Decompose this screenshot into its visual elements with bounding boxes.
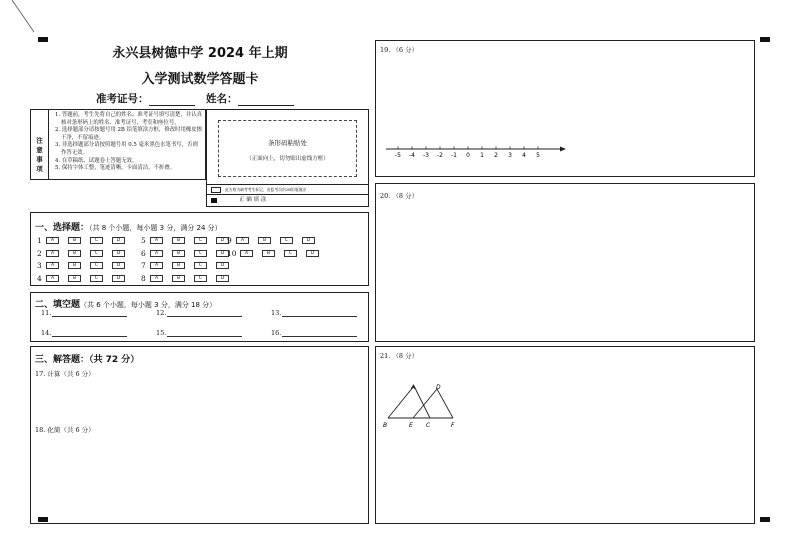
question-17-label: 17. 计算（共 6 分） bbox=[35, 370, 95, 378]
mc-question-number: 2 bbox=[37, 248, 42, 258]
mc-question-number: 4 bbox=[37, 273, 42, 283]
page-subtitle: 入学测试数学答题卡 bbox=[141, 72, 259, 87]
number-line-tick-label: 3 bbox=[508, 152, 512, 159]
mc-option-a[interactable]: A bbox=[46, 262, 59, 269]
mc-option-c[interactable]: C bbox=[194, 262, 207, 269]
notice-item: 4. 在草稿纸、试题卷上答题无效。 bbox=[55, 157, 138, 164]
mc-option-c[interactable]: C bbox=[90, 237, 103, 244]
mc-option-c[interactable]: C bbox=[194, 250, 207, 257]
mc-option-a[interactable]: A bbox=[150, 237, 163, 244]
question-20-label: 20. （8 分） bbox=[380, 192, 419, 200]
question-21-box bbox=[375, 346, 755, 524]
number-line-arrow bbox=[560, 147, 566, 152]
mc-question-number: 1 bbox=[37, 236, 42, 245]
blank-number: 16. bbox=[271, 329, 282, 337]
notice-list bbox=[55, 112, 203, 173]
blank-number: 11. bbox=[41, 309, 52, 317]
blank-12[interactable] bbox=[156, 309, 242, 317]
mc-question-number: 8 bbox=[141, 273, 146, 283]
filled-example-mark bbox=[211, 198, 217, 203]
mc-option-d[interactable]: D bbox=[216, 250, 229, 257]
blank-line[interactable] bbox=[52, 331, 127, 337]
blank-line[interactable] bbox=[167, 331, 242, 337]
mc-option-a[interactable]: A bbox=[46, 250, 59, 257]
mc-option-c[interactable]: C bbox=[90, 262, 103, 269]
name-row bbox=[206, 91, 294, 106]
blank-14[interactable] bbox=[41, 329, 127, 337]
mc-option-b[interactable]: B bbox=[262, 250, 275, 257]
mc-option-a[interactable]: A bbox=[240, 250, 253, 257]
mc-option-a[interactable]: A bbox=[46, 275, 59, 282]
notice-item: 2. 选择题部分请按题号用 2B 铅笔填涂方框，修改时用橡皮擦干净，不留痕迹。 bbox=[55, 127, 203, 141]
mc-option-b[interactable]: B bbox=[68, 237, 81, 244]
mc-option-b[interactable]: B bbox=[68, 262, 81, 269]
corner-fold-line bbox=[0, 0, 40, 40]
number-line-tick-label: 5 bbox=[536, 152, 540, 159]
mc-option-c[interactable]: C bbox=[194, 237, 207, 244]
mc-option-b[interactable]: B bbox=[258, 237, 271, 244]
mc-option-d[interactable]: D bbox=[112, 237, 125, 244]
number-line-tick-label: 4 bbox=[522, 152, 526, 159]
question-20-box bbox=[375, 183, 755, 342]
notice-item: 1. 答题前，考生先将自己的姓名、准考证号填写清楚，并认真核对条形码上的姓名、准考证号、考室和座位号。 bbox=[55, 112, 203, 126]
fill-blank-section bbox=[30, 292, 369, 342]
question-19-label: 19. （6 分） bbox=[380, 46, 419, 54]
blank-line[interactable] bbox=[282, 331, 357, 337]
mc-answer-area bbox=[31, 213, 368, 285]
example-label: 正 确 填 涂 bbox=[239, 197, 267, 203]
section1-subtitle: （共 8 个小题，每小题 3 分，满分 24 分） bbox=[89, 224, 222, 232]
blank-11[interactable] bbox=[41, 309, 127, 317]
blank-number: 12. bbox=[156, 309, 167, 317]
mc-question-number: 7 bbox=[141, 261, 146, 270]
name-field[interactable] bbox=[238, 95, 294, 106]
mc-option-b[interactable]: B bbox=[172, 275, 185, 282]
number-line-tick-label: -2 bbox=[437, 152, 443, 159]
section3-title: 三、解答题：（共 72 分） bbox=[35, 355, 140, 365]
point-e-label: E bbox=[409, 422, 413, 429]
point-b-label: B bbox=[383, 422, 388, 429]
section2-subtitle: （共 6 个小题，每小题 3 分，满分 18 分） bbox=[80, 301, 217, 309]
mc-option-b[interactable]: B bbox=[172, 262, 185, 269]
mc-option-c[interactable]: C bbox=[90, 275, 103, 282]
triangle-figure bbox=[380, 381, 470, 431]
absent-checkbox[interactable] bbox=[211, 187, 221, 193]
mc-question-number: 9 bbox=[227, 236, 232, 245]
section1-title: 一、选择题： bbox=[35, 223, 90, 233]
mc-option-d[interactable]: D bbox=[112, 250, 125, 257]
notice-item: 3. 非选择题部分请按照题号用 0.5 毫米黑色水笔书写，否则作答无效。 bbox=[55, 142, 198, 156]
page-title: 永兴县树德中学 2024 年上期 bbox=[112, 46, 288, 61]
point-f-label: F bbox=[451, 422, 455, 429]
mc-question-number: 5 bbox=[141, 236, 146, 245]
blank-number: 14. bbox=[41, 329, 52, 337]
question-18-label: 18. 化简（共 6 分） bbox=[35, 426, 95, 434]
question-19-box bbox=[375, 40, 755, 177]
number-line-tick-label: -1 bbox=[451, 152, 457, 159]
blank-15[interactable] bbox=[156, 329, 242, 337]
number-line bbox=[384, 139, 574, 163]
blank-number: 13. bbox=[271, 309, 282, 317]
number-line-tick-label: -5 bbox=[395, 152, 401, 159]
multiple-choice-section bbox=[30, 212, 369, 286]
example-row bbox=[207, 196, 368, 206]
barcode-area bbox=[218, 120, 357, 177]
triangle-abc bbox=[388, 386, 430, 418]
registration-mark-top-right bbox=[760, 37, 770, 42]
barcode-title: 条形码粘贴处 bbox=[268, 139, 307, 147]
mc-option-b[interactable]: B bbox=[68, 250, 81, 257]
mc-option-c[interactable]: C bbox=[90, 250, 103, 257]
mc-option-c[interactable]: C bbox=[280, 237, 293, 244]
mc-question-number: 3 bbox=[37, 261, 42, 270]
notice-label: 注意事项 bbox=[31, 110, 49, 179]
blank-13[interactable] bbox=[271, 309, 357, 317]
mc-option-d[interactable]: D bbox=[216, 275, 229, 282]
number-line-tick-label: -4 bbox=[409, 152, 415, 159]
blank-line[interactable] bbox=[167, 311, 242, 317]
section2-title: 二、填空题 bbox=[35, 300, 81, 310]
mc-option-b[interactable]: B bbox=[172, 250, 185, 257]
mc-option-d[interactable]: D bbox=[112, 262, 125, 269]
number-line-tick-label: 1 bbox=[480, 152, 484, 159]
mc-option-c[interactable]: C bbox=[284, 250, 297, 257]
mc-option-a[interactable]: A bbox=[46, 237, 59, 244]
mc-option-d[interactable]: D bbox=[302, 237, 315, 244]
absent-note: 此方框为缺考考生标记，由监考员用2B铅笔填涂 bbox=[225, 187, 307, 192]
free-response-section bbox=[30, 346, 369, 524]
blank-line[interactable] bbox=[282, 311, 357, 317]
mc-option-a[interactable]: A bbox=[150, 262, 163, 269]
mc-question-number: 10 bbox=[227, 248, 237, 258]
point-a-label: A bbox=[411, 384, 416, 391]
name-label: 姓名： bbox=[206, 93, 238, 105]
mc-option-b[interactable]: B bbox=[68, 275, 81, 282]
blank-number: 15. bbox=[156, 329, 167, 337]
blank-line[interactable] bbox=[52, 311, 127, 317]
mc-option-b[interactable]: B bbox=[172, 237, 185, 244]
mc-option-a[interactable]: A bbox=[150, 275, 163, 282]
triangle-def bbox=[413, 389, 453, 418]
absent-row bbox=[207, 184, 368, 195]
exam-id-row bbox=[96, 91, 195, 106]
notice-item: 5. 保持字体工整，笔迹清晰，卡面清洁，不折叠。 bbox=[55, 165, 176, 172]
mc-option-d[interactable]: D bbox=[112, 275, 125, 282]
number-line-tick-label: 0 bbox=[466, 152, 470, 159]
mc-option-a[interactable]: A bbox=[150, 250, 163, 257]
barcode-subtitle: （正面向上，切勿贴出虚线方框） bbox=[246, 156, 329, 162]
mc-option-c[interactable]: C bbox=[194, 275, 207, 282]
mc-option-a[interactable]: A bbox=[236, 237, 249, 244]
number-line-tick-label: 2 bbox=[494, 152, 498, 159]
number-line-tick-label: -3 bbox=[423, 152, 429, 159]
point-c-label: C bbox=[426, 422, 431, 429]
registration-mark-bottom-right bbox=[760, 517, 770, 522]
blank-16[interactable] bbox=[271, 329, 357, 337]
notice-box bbox=[30, 109, 206, 180]
exam-id-field[interactable] bbox=[149, 95, 195, 106]
question-21-label: 21. （8 分） bbox=[380, 352, 419, 360]
point-d-label: D bbox=[436, 384, 441, 391]
mc-option-d[interactable]: D bbox=[216, 262, 229, 269]
mc-question-number: 6 bbox=[141, 248, 146, 258]
mc-option-d[interactable]: D bbox=[306, 250, 319, 257]
exam-id-label: 准考证号： bbox=[96, 93, 149, 105]
mc-option-d[interactable]: D bbox=[216, 237, 229, 244]
barcode-box bbox=[206, 109, 369, 207]
